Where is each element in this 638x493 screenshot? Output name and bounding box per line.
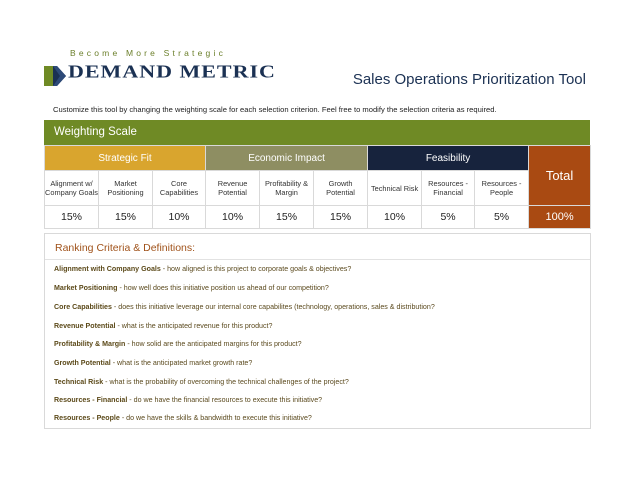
ranking-criteria-panel [44, 233, 591, 429]
weight-input[interactable]: 15% [260, 206, 314, 229]
group-strategic-fit: Strategic Fit [45, 146, 206, 171]
logo-mark-icon [44, 66, 66, 86]
criterion-term: Revenue Potential [54, 322, 116, 330]
weight-input[interactable]: 5% [475, 206, 529, 229]
criterion-item [54, 284, 329, 292]
criterion-description: - what is the anticipated revenue for this product? [115, 322, 273, 330]
criterion-item [54, 265, 351, 273]
column-header: Revenue Potential [206, 171, 260, 206]
ranking-title: Ranking Criteria & Definitions: [55, 242, 196, 254]
criterion-term: Alignment with Company Goals [54, 265, 161, 273]
weight-input[interactable]: 5% [422, 206, 475, 229]
column-header: Resources - Financial [422, 171, 475, 206]
criterion-term: Growth Potential [54, 359, 111, 367]
column-header: Core Capabilities [153, 171, 206, 206]
weight-input[interactable]: 10% [206, 206, 260, 229]
brand-tagline: Become More Strategic [70, 48, 227, 58]
criterion-item [54, 340, 302, 348]
column-header: Alignment w/ Company Goals [45, 171, 99, 206]
criterion-description: - do we have the financial resources to execute this initiative? [127, 396, 323, 404]
criterion-description: - what is the anticipated market growth rate? [110, 359, 253, 367]
criterion-description: - what is the probability of overcoming the technical challenges of the project? [103, 378, 349, 386]
weight-input[interactable]: 10% [368, 206, 422, 229]
column-header: Resources - People [475, 171, 529, 206]
criterion-term: Technical Risk [54, 378, 104, 386]
criterion-description: - how solid are the anticipated margins for this product? [125, 340, 302, 348]
instructions-text: Customize this tool by changing the weighting scale for each selection criterion. Feel free to modify the selection criteria as required. [53, 105, 497, 114]
criterion-term: Core Capabilities [54, 303, 112, 311]
criterion-term: Resources - Financial [54, 396, 128, 404]
weight-input[interactable]: 15% [314, 206, 368, 229]
group-feasibility: Feasibility [368, 146, 529, 171]
group-economic-impact: Economic Impact [206, 146, 368, 171]
weight-input[interactable]: 15% [45, 206, 99, 229]
page-title: Sales Operations Prioritization Tool [352, 71, 586, 88]
criterion-term: Profitability & Margin [54, 340, 126, 348]
criterion-description: - does this initiative leverage our internal core capabilites (technology, operations, sales & distribution? [111, 303, 435, 311]
weight-input[interactable]: 15% [99, 206, 153, 229]
column-header: Technical Risk [368, 171, 422, 206]
weighting-scale-header [44, 120, 590, 145]
criterion-description: - how well does this initiative position us ahead of our competition? [117, 284, 329, 292]
criterion-description: - how aligned is this project to corporate goals & objectives? [160, 265, 352, 273]
criterion-item [54, 378, 349, 386]
criterion-item [54, 359, 252, 367]
column-header: Profitability & Margin [260, 171, 314, 206]
criterion-item [54, 396, 322, 404]
criterion-description: - do we have the skills & bandwidth to execute this initiative? [119, 414, 312, 422]
criterion-item [54, 414, 312, 422]
column-header: Growth Potential [314, 171, 368, 206]
column-header: Market Positioning [99, 171, 153, 206]
criterion-term: Resources - People [54, 414, 120, 422]
weighting-scale-title: Weighting Scale [54, 126, 137, 138]
criterion-item [54, 303, 435, 311]
criterion-term: Market Positioning [54, 284, 118, 292]
brand-name: DEMAND METRIC [68, 61, 276, 82]
weighting-table [44, 145, 591, 229]
ranking-divider [45, 259, 590, 260]
total-value: 100% [529, 206, 591, 229]
criterion-item [54, 322, 272, 330]
total-header: Total [529, 146, 591, 206]
weight-input[interactable]: 10% [153, 206, 206, 229]
